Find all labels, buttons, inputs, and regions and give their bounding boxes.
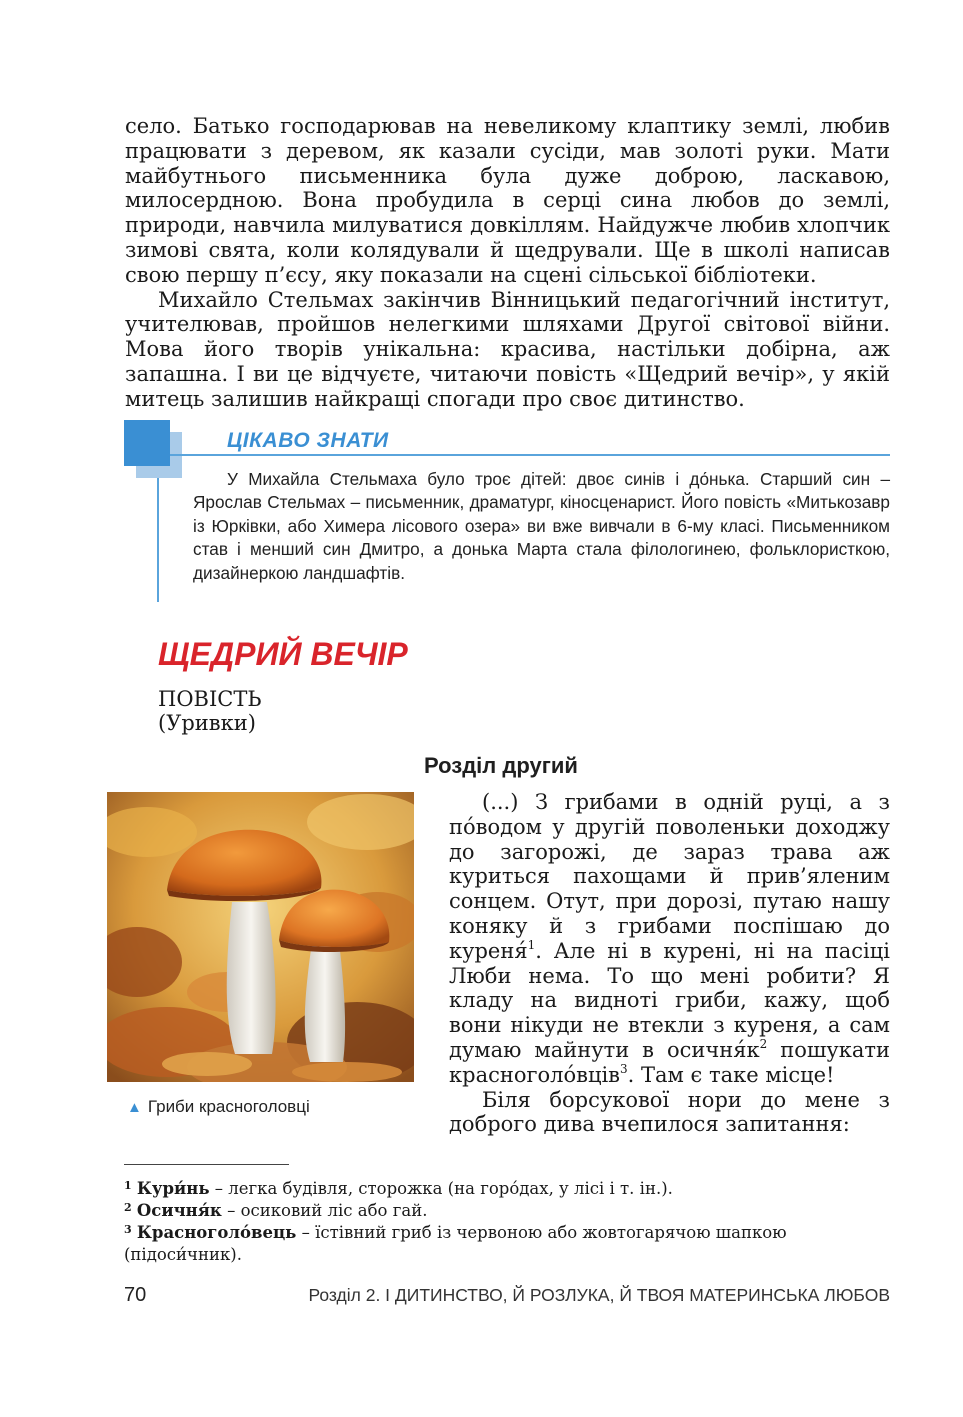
footnote-term: Осичня́к xyxy=(136,1201,222,1220)
infobox-title: ЦІКАВО ЗНАТИ xyxy=(227,429,389,452)
infobox-body xyxy=(193,468,890,585)
page-number: 70 xyxy=(124,1284,147,1306)
mushroom-photo xyxy=(107,792,414,1082)
footnote-3 xyxy=(124,1222,890,1266)
footnote-term: Кури́нь xyxy=(136,1179,210,1198)
intro-paragraph-2: Михайло Стельмах закінчив Вінницький педагогічний інститут, учителював, пройшов нелегкими шляхами Другої світової війни. Мова його творів унікальна: красива, настільки добірна, аж запашна. І ви це відчуєте, читаючи повість «Щедрий вечір», у якій митець залишив найкращі спогади про своє дитинство. xyxy=(125,287,890,411)
intro-paragraph-1: село. Батько господарював на невеликому клаптику землі, любив працювати з деревом, як казали сусіди, мав золоті руки. Мати майбутнього письменника була дуже доброю, ласкавою, милосердною. Вона пробудила в серці сина любов до землі, природи, навчила милуватися довкіллям. Найдужче любив хлопчик зимові свята, коли колядували й щедрували. Ще в школі написав свою першу п’єсу, яку показали на сцені сільської бібліотеки. xyxy=(125,114,890,287)
footnote-definition: – їстівний гриб із червоною або жовтогарячою шапкою (підоси́чник). xyxy=(124,1223,787,1264)
work-note: (Уривки) xyxy=(158,711,256,735)
footnote-number: 2 xyxy=(124,1201,132,1214)
triangle-up-icon: ▲ xyxy=(127,1099,142,1116)
footnote-ref-2: 2 xyxy=(759,1036,768,1051)
footnote-definition: – легка будівля, сторожка (на горо́дах, у лісі і т. ін.). xyxy=(209,1179,673,1198)
running-title: Розділ 2. І ДИТИНСТВО, Й РОЗЛУКА, Й ТВОЯ МАТЕРИНСЬКА ЛЮБОВ xyxy=(308,1285,890,1305)
infobox-square xyxy=(124,420,170,466)
mushroom-illustration xyxy=(107,792,414,1082)
footnote-term: Красноголо́вець xyxy=(136,1223,297,1242)
work-genre-block xyxy=(158,687,261,735)
infobox-text: У Михайла Стельмаха було троє дітей: двоє синів і до́нька. Старший син – Ярослав Стельмах – письменник, драматург, кіносценарист. Його повість «Митькозавр із Юрківки, або Химера лісового озера» ви вже вивчали в 6-му класі. Письменником став і менший син Дмитро, а донька Марта стала філологинею, фольклористкою, дизайнеркою ландшафтів. xyxy=(193,469,890,583)
section-heading: Розділ другий xyxy=(424,753,578,778)
footnote-divider xyxy=(124,1164,289,1165)
infobox-rule-vertical xyxy=(157,478,159,602)
footnote-ref-3: 3 xyxy=(619,1061,628,1076)
work-genre: ПОВІСТЬ xyxy=(158,687,262,711)
footnote-number: 3 xyxy=(124,1223,132,1236)
footnote-1 xyxy=(124,1178,890,1200)
story-text-part: (...) З грибами в одній руці, а з по́водом у другій поволеньки доходжу до загорожі, де зараз трава аж куриться пахощами й прив’яленим сонцем. Отут, при дорозі, путаю нашу коняку й з грибами поспішаю до куреня́ xyxy=(449,790,890,963)
footnote-number: 1 xyxy=(124,1179,132,1192)
infobox-rule-horizontal xyxy=(170,454,890,456)
photo-caption xyxy=(127,1097,310,1117)
story-text xyxy=(449,790,890,1137)
story-paragraph-1 xyxy=(449,790,890,1088)
story-paragraph-2: Біля борсукової нори до мене з доброго дива вчепилося запитання: xyxy=(449,1087,890,1137)
footnote-definition: – осиковий ліс або гай. xyxy=(221,1201,428,1220)
intro-text xyxy=(125,114,890,412)
footnotes xyxy=(124,1178,890,1266)
photo-caption-text: Гриби красноголовці xyxy=(147,1097,310,1116)
footnote-2 xyxy=(124,1200,890,1222)
story-text-part: . Там є таке місце! xyxy=(627,1062,835,1087)
story-text-part: . Але ні в курені, ні на пасіці Люби нема. То що мені робити? Я кладу на видноті гриби, кажу, щоб вони нікуди не втекли з куреня, а сам думаю майнути в осичня́к xyxy=(449,938,890,1062)
footnote-ref-1: 1 xyxy=(527,937,536,952)
story-text-part: пошукати красноголо́вців xyxy=(449,1037,890,1087)
work-title: ЩЕДРИЙ ВЕЧІР xyxy=(158,636,408,672)
